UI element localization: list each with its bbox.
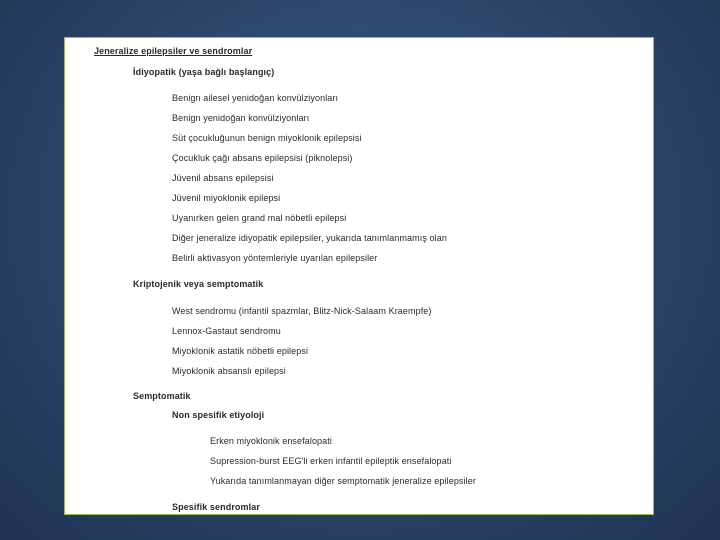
- section-heading-symptomatic: Semptomatik: [133, 391, 191, 401]
- list-item: Diğer jeneralize idiyopatik epilepsiler, yukarıda tanımlanmamış olan: [172, 233, 447, 243]
- subsection-heading-nonspecific: Non spesifik etiyoloji: [172, 410, 265, 420]
- list-item: Belirli aktivasyon yöntemleriyle uyarılan epilepsiler: [172, 253, 378, 263]
- subsection-heading-specific: Spesifik sendromlar: [172, 502, 260, 512]
- list-item: Jüvenil absans epilepsisi: [172, 173, 274, 183]
- list-item: Benign yenidoğan konvülziyonları: [172, 113, 310, 123]
- list-item: Miyoklonik astatik nöbetli epilepsi: [172, 346, 309, 356]
- section-heading-idiopathic: İdiyopatik (yaşa bağlı başlangıç): [133, 67, 275, 77]
- document-title: Jeneralize epilepsiler ve sendromlar: [94, 46, 253, 56]
- list-item: Çocukluk çağı absans epilepsisi (piknolepsi): [172, 153, 353, 163]
- list-item: Supression-burst EEG'li erken infantil epileptik ensefalopati: [210, 456, 452, 466]
- slide-content-frame: [64, 37, 654, 515]
- list-item: Benign ailesel yenidoğan konvülziyonları: [172, 93, 339, 103]
- list-item: Erken miyoklonik ensefalopati: [210, 436, 332, 446]
- list-item: Jüvenil miyoklonik epilepsi: [172, 193, 281, 203]
- list-item: West sendromu (infantil spazmlar, Blitz-Nick-Salaam Kraempfe): [172, 306, 432, 316]
- list-item: Miyoklonik absanslı epilepsi: [172, 366, 286, 376]
- list-item: Uyanırken gelen grand mal nöbetli epilepsi: [172, 213, 347, 223]
- list-item: Lennox-Gastaut sendromu: [172, 326, 281, 336]
- section-heading-cryptogenic: Kriptojenik veya semptomatik: [133, 279, 264, 289]
- list-item: Yukarıda tanımlanmayan diğer semptomatik jeneralize epilepsiler: [210, 476, 476, 486]
- list-item: Süt çocukluğunun benign miyoklonik epilepsisi: [172, 133, 362, 143]
